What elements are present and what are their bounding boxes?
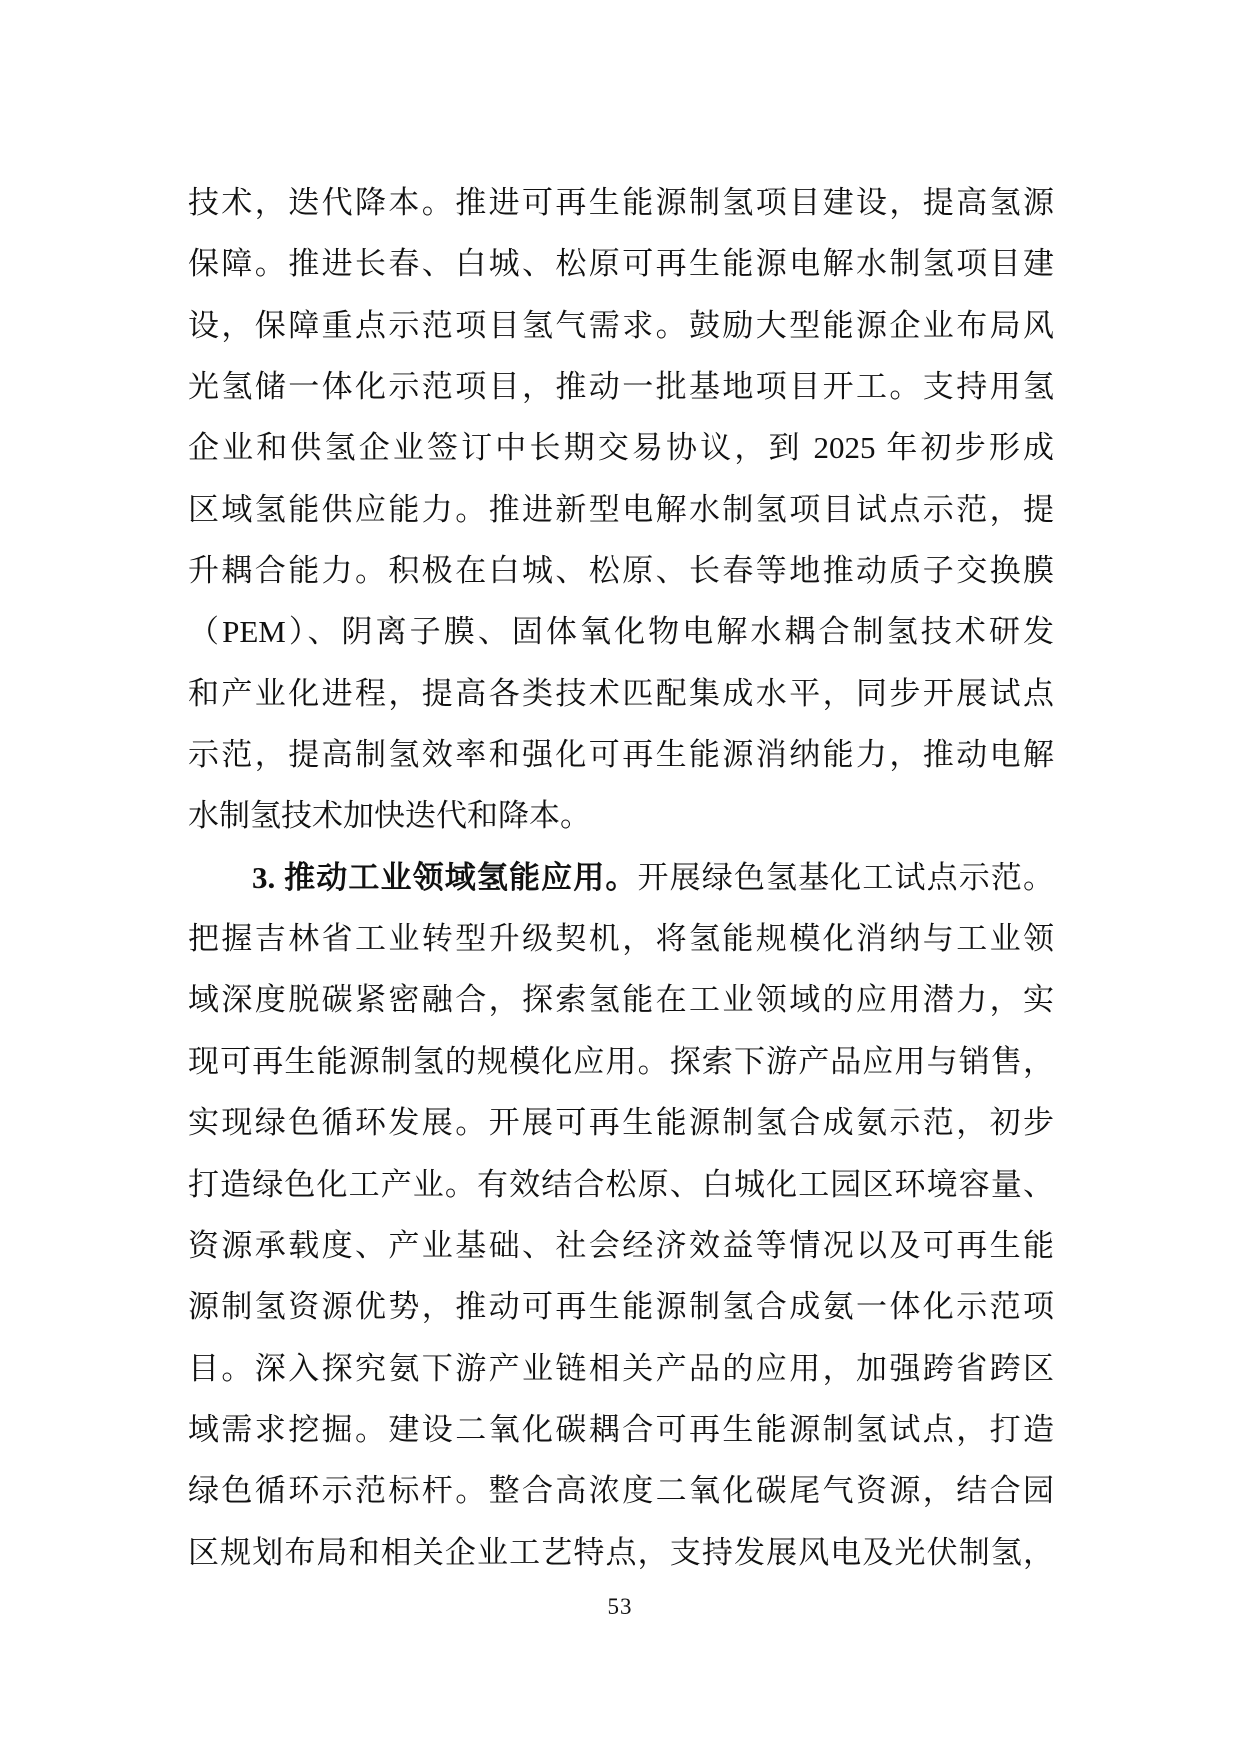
text-segment: 光氢储一体化示范项目，推动一批基地项目开工。支持用氢 <box>188 369 1054 405</box>
text-segment: 绿色循环示范标杆。整合高浓度二氧化碳尾气资源，结合园 <box>188 1473 1054 1509</box>
text-segment: （PEM）、阴离子膜、固体氧化物电解水耦合制氢技术研发 <box>188 614 1054 650</box>
text-segment: 区域氢能供应能力。推进新型电解水制氢项目试点示范，提 <box>188 491 1054 527</box>
text-line <box>188 1154 1054 1215</box>
text-line <box>188 908 1054 969</box>
text-segment: 示范，提高制氢效率和强化可再生能源消纳能力，推动电解 <box>188 737 1054 773</box>
text-line <box>188 1522 1054 1583</box>
text-segment: 源制氢资源优势，推动可再生能源制氢合成氨一体化示范项 <box>188 1289 1054 1325</box>
text-line <box>188 1338 1054 1399</box>
text-line <box>188 1215 1054 1276</box>
text-segment: 把握吉林省工业转型升级契机，将氢能规模化消纳与工业领 <box>188 921 1054 957</box>
document-body <box>188 172 1054 1583</box>
paragraph-heading: 3. 推动工业领域氢能应用。 <box>252 859 638 895</box>
text-segment: 打造绿色化工产业。有效结合松原、白城化工园区环境容量、 <box>188 1166 1054 1202</box>
text-line <box>188 295 1054 356</box>
text-segment: 和产业化进程，提高各类技术匹配集成水平，同步开展试点 <box>188 675 1054 711</box>
text-line <box>188 356 1054 417</box>
text-segment: 企业和供氢企业签订中长期交易协议，到 2025 年初步形成 <box>188 430 1054 466</box>
text-line <box>188 479 1054 540</box>
text-line <box>188 417 1054 478</box>
text-line <box>188 847 1054 908</box>
text-segment: 保障。推进长春、白城、松原可再生能源电解水制氢项目建 <box>188 246 1054 282</box>
text-line <box>188 1460 1054 1521</box>
page-footer <box>0 1594 1240 1620</box>
text-line <box>188 785 1054 846</box>
text-segment: 现可再生能源制氢的规模化应用。探索下游产品应用与销售， <box>188 1043 1054 1079</box>
text-segment: 域深度脱碳紧密融合，探索氢能在工业领域的应用潜力，实 <box>188 982 1054 1018</box>
text-line <box>188 1276 1054 1337</box>
text-line <box>188 1092 1054 1153</box>
text-line <box>188 1031 1054 1092</box>
text-segment: 水制氢技术加快迭代和降本。 <box>188 798 591 834</box>
text-line <box>188 663 1054 724</box>
text-segment: 资源承载度、产业基础、社会经济效益等情况以及可再生能 <box>188 1227 1054 1263</box>
text-line <box>188 233 1054 294</box>
text-segment: 技术，迭代降本。推进可再生能源制氢项目建设，提高氢源 <box>188 185 1054 220</box>
text-segment: 域需求挖掘。建设二氧化碳耦合可再生能源制氢试点，打造 <box>188 1411 1054 1447</box>
text-line <box>188 172 1054 233</box>
text-segment: 设，保障重点示范项目氢气需求。鼓励大型能源企业布局风 <box>188 307 1054 343</box>
text-line <box>188 724 1054 785</box>
text-line <box>188 1399 1054 1460</box>
text-line <box>188 969 1054 1030</box>
text-segment: 实现绿色循环发展。开展可再生能源制氢合成氨示范，初步 <box>188 1105 1054 1141</box>
text-segment: 开展绿色氢基化工试点示范。 <box>637 859 1054 895</box>
text-line <box>188 601 1054 662</box>
page-number: 53 <box>607 1594 633 1619</box>
text-segment: 目。深入探究氨下游产业链相关产品的应用，加强跨省跨区 <box>188 1350 1054 1386</box>
text-segment: 升耦合能力。积极在白城、松原、长春等地推动质子交换膜 <box>188 553 1054 589</box>
text-segment: 区规划布局和相关企业工艺特点，支持发展风电及光伏制氢， <box>188 1534 1054 1570</box>
text-line <box>188 540 1054 601</box>
